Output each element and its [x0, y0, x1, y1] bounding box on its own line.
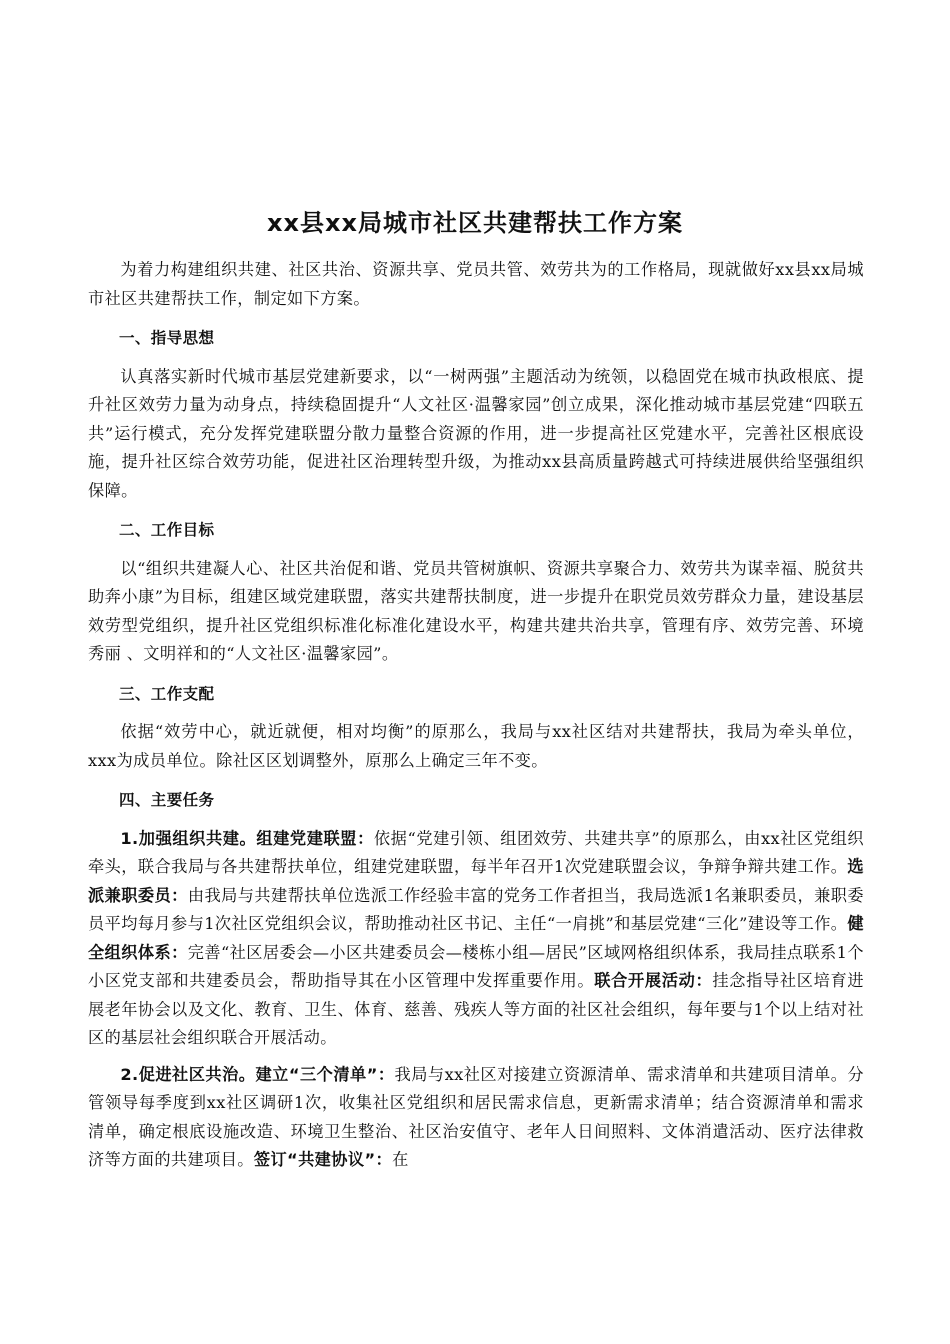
document-title: xx县xx局城市社区共建帮扶工作方案	[267, 209, 683, 237]
task-subheading: 健全组织体系：	[88, 914, 864, 962]
task-text: 完善“社区居委会—小区共建委员会—楼栋小组—居民”区域网格组织体系，我局挂点联系1个小区党支部和共建委员会，帮助指导其在小区管理中发挥重要作用。	[88, 942, 864, 990]
section-heading-main-tasks: 四、主要任务	[119, 791, 215, 809]
section-heading-work-goals: 二、工作目标	[119, 521, 215, 539]
task-subheading: 联合开展活动：	[594, 971, 713, 990]
task-text: 在	[392, 1150, 409, 1169]
task-lead: 1.加强组织共建。组建党建联盟：	[120, 828, 374, 848]
task-text: 我局与xx社区对接建立资源清单、需求清单和共建项目清单。分管领导每季度到xx社区调研1次，收集社区党组织和居民需求信息，更新需求清单；结合资源清单和需求清单，确定根底设施改造、环境卫生整治、社区治安值守、老年人日间照料、文体消遣活动、医疗法律救济等方面的共建项目。	[88, 1064, 865, 1169]
section-heading-guiding-ideology: 一、指导思想	[119, 329, 215, 347]
task-text: 依据“党建引领、组团效劳、共建共享”的原那么，由xx社区党组织牵头，联合我局与各共建帮扶单位，组建党建联盟，每半年召开1次党建联盟会议，争辩争辩共建工作。	[88, 828, 864, 876]
task-text: 挂念指导社区培育进展老年协会以及文化、教育、卫生、体育、慈善、残疾人等方面的社区社会组织，每年要与1个以上结对社区的基层社会组织联合开展活动。	[88, 971, 864, 1047]
task-paragraph-organization	[88, 825, 864, 1053]
task-lead: 2.促进社区共治。建立“三个清单”：	[120, 1064, 395, 1084]
task-subheading: 选派兼职委员：	[88, 857, 864, 905]
task-subheading: 签订“共建协议”：	[253, 1150, 393, 1169]
section-body-work-goals: 以“组织共建凝人心、社区共治促和谐、党员共管树旗帜、资源共享聚合力、效劳共为谋幸福、脱贫共助奔小康”为目标，组建区域党建联盟，落实共建帮扶制度，进一步提升在职党员效劳群众力量，建设基层效劳型党组织，提升社区党组织标准化标准化建设水平，构建共建共治共享，管理有序、效劳完善、环境秀丽 、文明祥和的“人文社区·温馨家园”。	[88, 558, 864, 663]
task-paragraph-governance	[88, 1061, 864, 1175]
intro-paragraph: 为着力构建组织共建、社区共治、资源共享、党员共管、效劳共为的工作格局，现就做好xx县xx局城市社区共建帮扶工作，制定如下方案。	[88, 260, 864, 308]
section-body-work-arrangement: 依据“效劳中心，就近就便，相对均衡”的原那么，我局与xx社区结对共建帮扶，我局为牵头单位，xxx为成员单位。除社区区划调整外，原那么上确定三年不变。	[88, 722, 864, 770]
section-heading-work-arrangement: 三、工作支配	[119, 684, 215, 703]
task-text: 由我局与共建帮扶单位选派工作经验丰富的党务工作者担当，我局选派1名兼职委员，兼职委员平均每月参与1次社区党组织会议，帮助推动社区书记、主任“一肩挑”和基层党建“三化”建设等工作。	[88, 885, 864, 933]
document-body	[88, 256, 864, 1175]
section-body-guiding-ideology: 认真落实新时代城市基层党建新要求，以“一树两强”主题活动为统领，以稳固党在城市执政根底、提升社区效劳力量为动身点，持续稳固提升“人文社区·温馨家园”创立成果，深化推动城市基层党建“四联五共”运行模式，充分发挥党建联盟分散力量整合资源的作用，进一步提高社区党建水平，完善社区根底设施，提升社区综合效劳功能，促进社区治理转型升级，为推动xx县高质量跨越式可持续进展供给坚强组织保障。	[88, 366, 864, 500]
